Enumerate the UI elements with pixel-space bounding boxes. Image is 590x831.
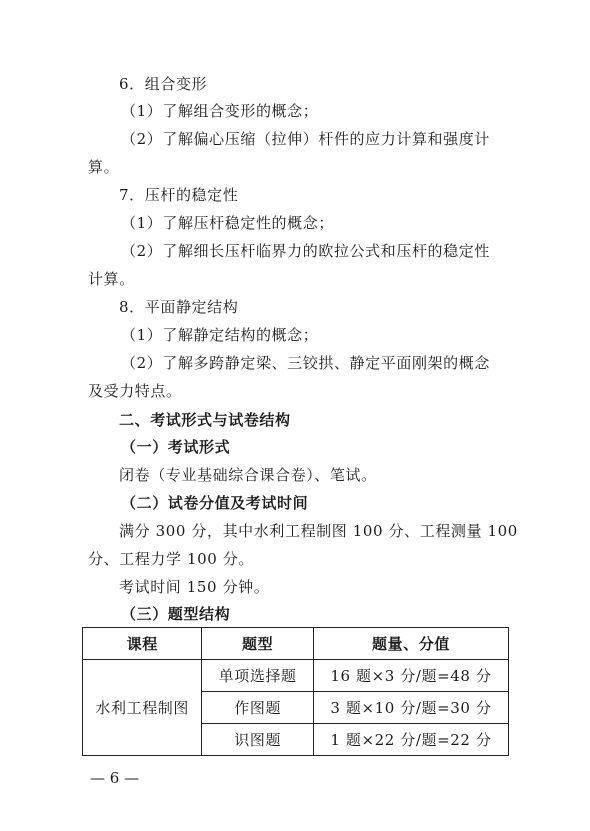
section-8-item-2: （2）了解多跨静定梁、三铰拱、静定平面刚架的概念	[121, 354, 490, 372]
exam-time-text: 考试时间 150 分钟。	[119, 578, 270, 596]
section-7-title: 7．压杆的稳定性	[119, 186, 239, 204]
course-cell: 水利工程制图	[83, 660, 202, 756]
header-course: 课程	[83, 628, 202, 660]
subsection-2-text: 满分 300 分，其中水利工程制图 100 分、工程测量 100	[119, 522, 518, 540]
page-number: — 6 —	[90, 769, 140, 787]
score-cell: 1 题×22 分/题=22 分	[313, 724, 508, 756]
section-6-item-1: （1）了解组合变形的概念；	[121, 102, 319, 120]
type-cell: 识图题	[202, 724, 313, 756]
question-structure-table-wrap	[82, 627, 509, 756]
section-8-item-1: （1）了解静定结构的概念；	[121, 326, 319, 344]
type-cell: 单项选择题	[202, 660, 313, 692]
section-8-item-2-cont: 及受力特点。	[88, 382, 182, 400]
part-2-heading: 二、考试形式与试卷结构	[119, 411, 291, 429]
subsection-1-heading: （一）考试形式	[121, 438, 231, 456]
section-7-item-2: （2）了解细长压杆临界力的欧拉公式和压杆的稳定性	[121, 242, 490, 260]
subsection-1-text: 闭卷（专业基础综合课合卷）、笔试。	[119, 466, 377, 484]
section-6-item-2: （2）了解偏心压缩（拉伸）杆件的应力计算和强度计	[121, 130, 490, 148]
header-type: 题型	[202, 628, 313, 660]
score-cell: 16 题×3 分/题=48 分	[313, 660, 508, 692]
subsection-3-heading: （三）题型结构	[121, 605, 231, 623]
header-score: 题量、分值	[313, 628, 508, 660]
section-6-item-2-cont: 算。	[88, 158, 120, 176]
subsection-2-text-cont: 分、工程力学 100 分。	[88, 550, 254, 568]
section-6-title: 6．组合变形	[119, 75, 208, 93]
table-header-row	[83, 628, 509, 660]
type-cell: 作图题	[202, 692, 313, 724]
section-7-item-1: （1）了解压杆稳定性的概念；	[121, 214, 334, 232]
question-structure-table	[82, 627, 509, 756]
section-7-item-2-cont: 计算。	[88, 270, 135, 288]
score-cell: 3 题×10 分/题=30 分	[313, 692, 508, 724]
table-row	[83, 660, 509, 692]
section-8-title: 8．平面静定结构	[119, 298, 239, 316]
subsection-2-heading: （二）试卷分值及考试时间	[121, 494, 309, 512]
